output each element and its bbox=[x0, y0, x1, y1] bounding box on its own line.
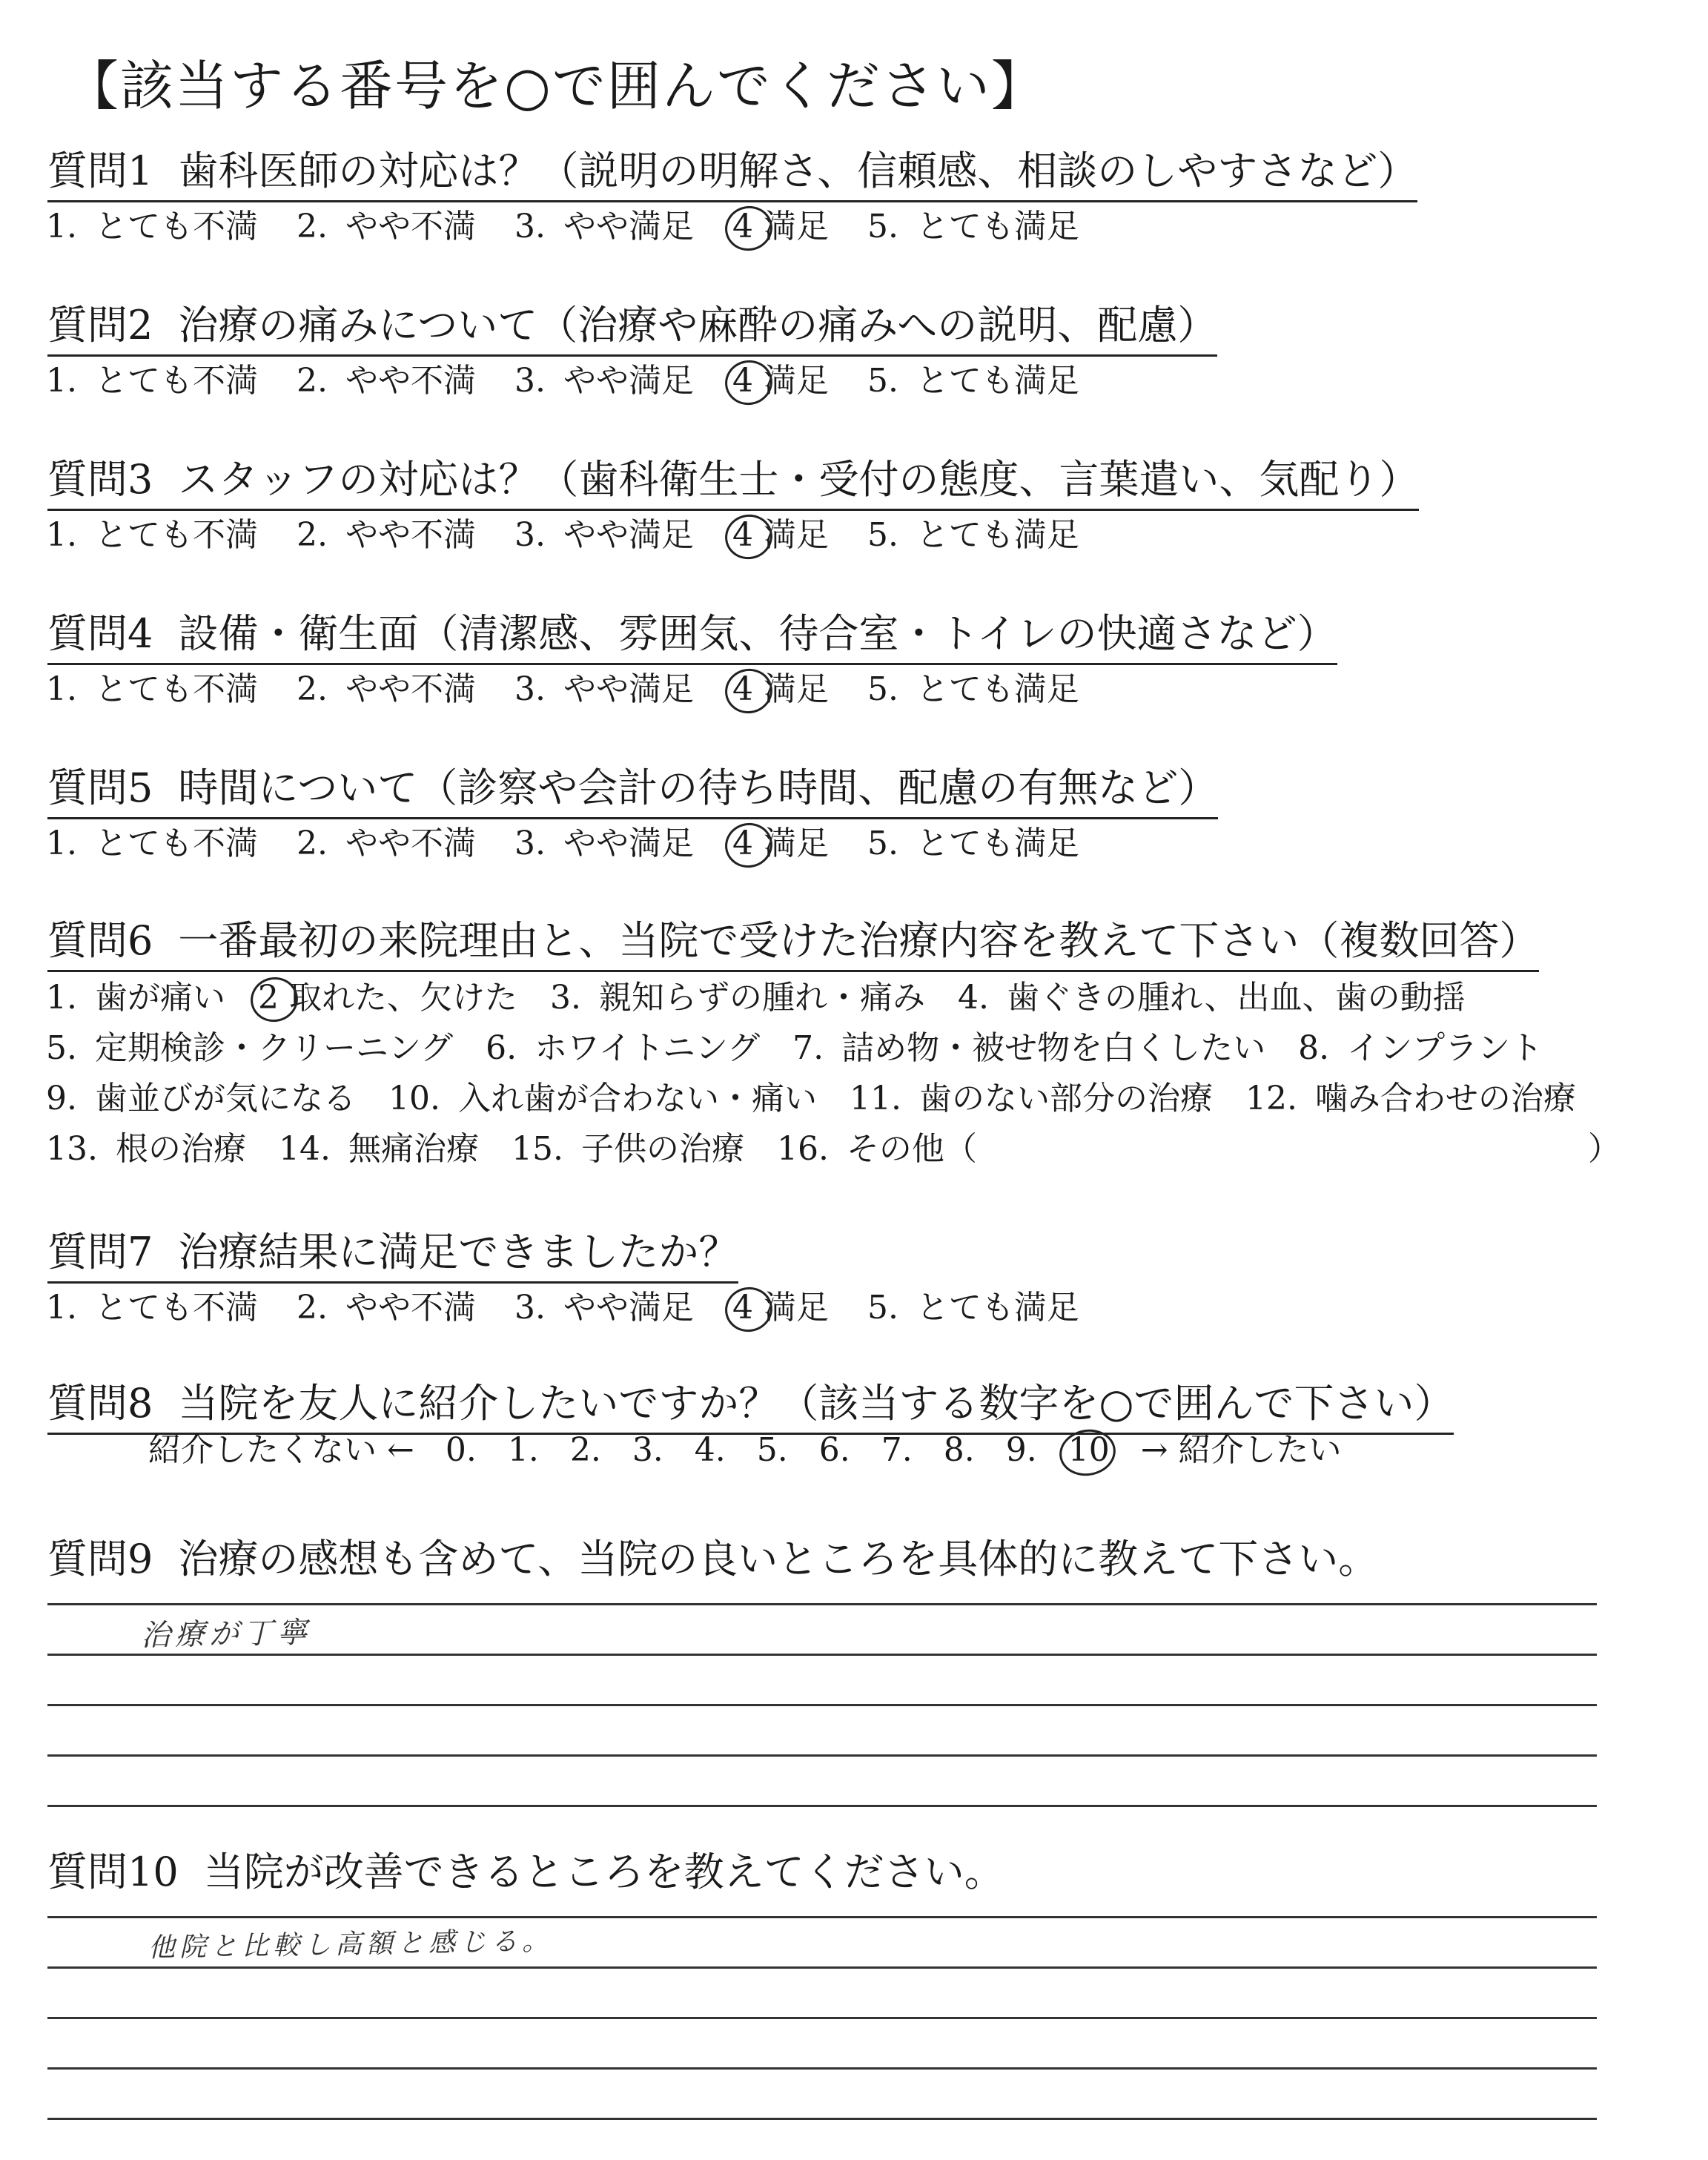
q2-option-2[interactable] bbox=[297, 362, 476, 401]
question-9-text: 治療の感想も含めて、当院の良いところを具体的に教えて下さい。 bbox=[178, 1536, 1379, 1582]
circled-number: 4 bbox=[732, 208, 753, 245]
option-label: やや満足 bbox=[563, 1289, 694, 1327]
option-label: 定期検診・クリーニング bbox=[94, 1029, 454, 1067]
option-number: 5. bbox=[867, 208, 898, 245]
scale-left-label: 紹介したくない ← bbox=[148, 1431, 414, 1469]
option-label: やや満足 bbox=[563, 670, 694, 708]
q1-option-5[interactable] bbox=[867, 208, 1079, 247]
option-number: 1. bbox=[46, 516, 77, 554]
q3-option-4[interactable] bbox=[732, 516, 829, 555]
question-7-number: 質問7 bbox=[47, 1229, 153, 1275]
option-label: 噛み合わせの治療 bbox=[1314, 1080, 1576, 1117]
q4-option-4[interactable] bbox=[732, 670, 829, 710]
option-number: 2. bbox=[296, 825, 328, 862]
question-3-number: 質問3 bbox=[47, 456, 153, 503]
question-10-text: 当院が改善できるところを教えてください。 bbox=[203, 1849, 1004, 1895]
option-number: 11. bbox=[849, 1080, 901, 1117]
q5-option-4[interactable] bbox=[732, 825, 829, 864]
question-10-number: 質問10 bbox=[47, 1849, 179, 1895]
question-6-row bbox=[46, 1029, 1575, 1069]
scale-right-label: → 紹介したい bbox=[1140, 1431, 1342, 1469]
circled-number: 2 bbox=[257, 979, 279, 1017]
option-number: 2. bbox=[296, 208, 328, 245]
q3-option-2[interactable] bbox=[297, 516, 476, 555]
option-number: 6. bbox=[486, 1029, 517, 1067]
question-3-options bbox=[46, 516, 1118, 555]
option-number: 3. bbox=[514, 208, 546, 245]
option-number: 1. bbox=[46, 670, 77, 708]
answer-line bbox=[47, 1916, 1597, 1918]
q3-option-5[interactable] bbox=[867, 516, 1079, 555]
question-9-answer: 治療が丁寧 bbox=[140, 1615, 312, 1654]
scale-value[interactable]: 5. bbox=[756, 1431, 788, 1469]
option-number: 3. bbox=[514, 516, 546, 554]
question-6-row bbox=[46, 1080, 1609, 1119]
option-number: 3. bbox=[514, 825, 546, 862]
option-number: 5. bbox=[867, 362, 898, 400]
question-4-number: 質問4 bbox=[47, 610, 153, 657]
option-label: 根の治療 bbox=[115, 1130, 246, 1168]
question-6-heading bbox=[47, 918, 1539, 972]
scale-value[interactable]: 3. bbox=[632, 1431, 663, 1469]
q2-option-4[interactable] bbox=[732, 362, 829, 401]
answer-line bbox=[47, 1966, 1597, 1969]
option-label: やや満足 bbox=[563, 208, 694, 245]
q6-option-5[interactable] bbox=[46, 1029, 453, 1069]
question-6-number: 質問6 bbox=[47, 917, 153, 964]
option-label: とても満足 bbox=[916, 670, 1079, 708]
option-label: 歯が痛い bbox=[94, 979, 225, 1017]
circled-number: 4 bbox=[732, 1289, 753, 1327]
option-label: やや不満 bbox=[345, 670, 476, 708]
question-5-options bbox=[46, 825, 1118, 864]
option-label: 詰め物・被せ物を白くしたい bbox=[841, 1029, 1266, 1067]
option-number: 5. bbox=[867, 1289, 898, 1327]
q3-option-1[interactable] bbox=[46, 516, 258, 555]
option-label: ホワイトニング bbox=[534, 1029, 761, 1067]
option-label: とても不満 bbox=[94, 208, 258, 245]
circled-number: 4 bbox=[732, 516, 753, 554]
option-number: 2. bbox=[296, 1289, 328, 1327]
option-label: 歯のない部分の治療 bbox=[918, 1080, 1213, 1117]
scale-value[interactable]: 1. bbox=[507, 1431, 539, 1469]
q2-option-5[interactable] bbox=[867, 362, 1079, 401]
question-10-heading bbox=[47, 1849, 1004, 1901]
question-5-text: 時間について（診察や会計の待ち時間、配慮の有無など） bbox=[178, 764, 1219, 811]
q6-option-7[interactable] bbox=[792, 1029, 1265, 1069]
question-5-number: 質問5 bbox=[47, 764, 153, 811]
option-label: とても不満 bbox=[94, 1289, 258, 1327]
scale-value[interactable]: 8. bbox=[943, 1431, 975, 1469]
scale-value[interactable]: 6. bbox=[818, 1431, 850, 1469]
option-label: とても不満 bbox=[94, 362, 258, 400]
question-8-heading bbox=[47, 1381, 1454, 1435]
question-6-row bbox=[46, 979, 1498, 1018]
option-label: 満足 bbox=[763, 208, 829, 245]
scale-value[interactable]: 0. bbox=[445, 1431, 477, 1469]
option-label: 入れ歯が合わない・痛い bbox=[457, 1080, 817, 1117]
option-number: 4. bbox=[957, 979, 989, 1017]
q2-option-1[interactable] bbox=[46, 362, 258, 401]
q6-option-13[interactable] bbox=[46, 1130, 246, 1169]
q1-option-2[interactable] bbox=[297, 208, 476, 247]
scale-value[interactable]: 4. bbox=[694, 1431, 726, 1469]
option-number: 15. bbox=[511, 1130, 563, 1168]
option-number: 8. bbox=[1298, 1029, 1330, 1067]
question-1-options bbox=[46, 208, 1118, 247]
q6-option-15[interactable] bbox=[512, 1130, 744, 1169]
question-2-number: 質問2 bbox=[47, 302, 153, 349]
q5-option-1[interactable] bbox=[46, 825, 258, 864]
q6-option-10[interactable] bbox=[388, 1080, 817, 1119]
circled-number: 4 bbox=[732, 670, 753, 708]
option-label: 満足 bbox=[763, 516, 829, 554]
question-1-heading bbox=[47, 148, 1417, 202]
question-4-text: 設備・衛生面（清潔感、雰囲気、待合室・トイレの快適さなど） bbox=[178, 610, 1337, 657]
question-7-heading bbox=[47, 1229, 738, 1284]
q5-option-5[interactable] bbox=[867, 825, 1079, 864]
q7-option-1[interactable] bbox=[46, 1289, 258, 1328]
question-10-answer: 他院と比較し高額と感じる。 bbox=[148, 1926, 554, 1964]
option-number: 12. bbox=[1245, 1080, 1297, 1117]
answer-line bbox=[47, 2017, 1597, 2019]
option-label: とても満足 bbox=[916, 208, 1079, 245]
q5-option-2[interactable] bbox=[297, 825, 476, 864]
option-label: やや満足 bbox=[563, 362, 694, 400]
q6-option-6[interactable] bbox=[486, 1029, 760, 1069]
q7-option-2[interactable] bbox=[297, 1289, 476, 1328]
option-label: 満足 bbox=[763, 362, 829, 400]
circled-number: 4 bbox=[732, 362, 753, 400]
option-label: 無痛治療 bbox=[348, 1130, 479, 1168]
option-number: 5. bbox=[867, 670, 898, 708]
q1-option-4[interactable] bbox=[732, 208, 829, 247]
answer-line bbox=[47, 2118, 1597, 2120]
question-3-text: スタッフの対応は？（歯科衛生士・受付の態度、言葉遣い、気配り） bbox=[178, 456, 1420, 503]
option-number: 3. bbox=[514, 362, 546, 400]
option-label: 親知らずの腫れ・痛み bbox=[598, 979, 925, 1017]
option-label: やや満足 bbox=[563, 516, 694, 554]
option-number: 14. bbox=[278, 1130, 331, 1168]
q6-option-2[interactable] bbox=[258, 979, 517, 1018]
q6-option-4[interactable] bbox=[958, 979, 1466, 1018]
option-number: 9. bbox=[46, 1080, 77, 1117]
question-7-options bbox=[46, 1289, 1118, 1328]
question-7-text: 治療結果に満足できましたか？ bbox=[178, 1229, 739, 1275]
option-number: 1. bbox=[46, 979, 77, 1017]
option-label: やや不満 bbox=[345, 362, 476, 400]
option-label: やや不満 bbox=[345, 825, 476, 862]
q7-option-4[interactable] bbox=[732, 1289, 829, 1328]
option-number: 2. bbox=[296, 362, 328, 400]
question-2-options bbox=[46, 362, 1118, 401]
question-6-row bbox=[46, 1130, 1621, 1169]
option-label: 満足 bbox=[763, 825, 829, 862]
option-number: 5. bbox=[867, 516, 898, 554]
question-4-heading bbox=[47, 611, 1337, 665]
option-number: 3. bbox=[514, 1289, 546, 1327]
answer-line bbox=[47, 1704, 1597, 1706]
q6-option-3[interactable] bbox=[550, 979, 925, 1018]
option-label: とても満足 bbox=[916, 825, 1079, 862]
q6-option-14[interactable] bbox=[279, 1130, 479, 1169]
option-label: 歯ぐきの腫れ、出血、歯の動揺 bbox=[1006, 979, 1466, 1017]
option-label: とても満足 bbox=[916, 1289, 1079, 1327]
option-number: 3. bbox=[514, 670, 546, 708]
question-6-text: 一番最初の来院理由と、当院で受けた治療内容を教えて下さい（複数回答） bbox=[178, 917, 1540, 964]
option-label: 取れた、欠けた bbox=[288, 979, 517, 1017]
q6-option-11[interactable] bbox=[850, 1080, 1213, 1119]
option-label: やや不満 bbox=[345, 208, 476, 245]
option-label: とても不満 bbox=[94, 825, 258, 862]
question-4-options bbox=[46, 670, 1118, 710]
option-number: 5. bbox=[46, 1029, 77, 1067]
question-2-text: 治療の痛みについて（治療や麻酔の痛みへの説明、配慮） bbox=[178, 302, 1218, 349]
question-8-text: 当院を友人に紹介したいですか？（該当する数字を○で囲んで下さい） bbox=[178, 1380, 1454, 1427]
q6-option-8[interactable] bbox=[1298, 1029, 1543, 1069]
question-5-heading bbox=[47, 765, 1218, 819]
option-number: 7. bbox=[792, 1029, 824, 1067]
option-number: 3. bbox=[549, 979, 581, 1017]
circled-number: 4 bbox=[732, 825, 753, 862]
question-9-heading bbox=[47, 1536, 1378, 1588]
scale-value-selected[interactable]: 10 bbox=[1068, 1431, 1110, 1469]
question-1-number: 質問1 bbox=[47, 148, 153, 194]
option-label: やや満足 bbox=[563, 825, 694, 862]
q5-option-3[interactable] bbox=[514, 825, 694, 864]
q6-option-16[interactable] bbox=[777, 1130, 977, 1169]
option-label: やや不満 bbox=[345, 516, 476, 554]
option-number: 10. bbox=[388, 1080, 440, 1117]
option-label: とても不満 bbox=[94, 516, 258, 554]
option-number: 2. bbox=[296, 670, 328, 708]
question-8-scale bbox=[148, 1431, 1373, 1470]
option-number: 1. bbox=[46, 825, 77, 862]
option-label: とても満足 bbox=[916, 362, 1079, 400]
question-9-number: 質問9 bbox=[47, 1536, 153, 1582]
answer-line bbox=[47, 1754, 1597, 1757]
option-number: 16. bbox=[776, 1130, 829, 1168]
q2-option-3[interactable] bbox=[514, 362, 694, 401]
answer-line bbox=[47, 1603, 1597, 1605]
option-number: 1. bbox=[46, 362, 77, 400]
option-label: とても不満 bbox=[94, 670, 258, 708]
q1-option-1[interactable] bbox=[46, 208, 258, 247]
option-label: 歯並びが気になる bbox=[94, 1080, 356, 1117]
option-label: やや不満 bbox=[345, 1289, 476, 1327]
question-8-number: 質問8 bbox=[47, 1380, 153, 1427]
q6-option-1[interactable] bbox=[46, 979, 225, 1018]
option-number: 5. bbox=[867, 825, 898, 862]
option-number: 2. bbox=[296, 516, 328, 554]
answer-line bbox=[47, 2067, 1597, 2070]
q7-option-3[interactable] bbox=[514, 1289, 694, 1328]
q7-option-5[interactable] bbox=[867, 1289, 1079, 1328]
scale-value[interactable]: 2. bbox=[569, 1431, 601, 1469]
option-label: とても満足 bbox=[916, 516, 1079, 554]
option-label: 満足 bbox=[763, 670, 829, 708]
q4-option-2[interactable] bbox=[297, 670, 476, 710]
answer-line bbox=[47, 1654, 1597, 1656]
question-3-heading bbox=[47, 457, 1419, 511]
option-number: 1. bbox=[46, 1289, 77, 1327]
q6-option-9[interactable] bbox=[46, 1080, 356, 1119]
option-number: 1. bbox=[46, 208, 77, 245]
scale-value[interactable]: 7. bbox=[881, 1431, 913, 1469]
scale-value[interactable]: 9. bbox=[1005, 1431, 1037, 1469]
question-2-heading bbox=[47, 303, 1217, 357]
page-title: 【該当する番号を○で囲んでください】 bbox=[65, 55, 1046, 117]
answer-line bbox=[47, 1805, 1597, 1807]
option-label: その他（ bbox=[846, 1130, 977, 1168]
other-close-paren: ） bbox=[1588, 1130, 1621, 1168]
q4-option-1[interactable] bbox=[46, 670, 258, 710]
q4-option-3[interactable] bbox=[514, 670, 694, 710]
q1-option-3[interactable] bbox=[514, 208, 694, 247]
option-label: 子供の治療 bbox=[580, 1130, 744, 1168]
option-label: 満足 bbox=[763, 1289, 829, 1327]
question-1-text: 歯科医師の対応は？（説明の明解さ、信頼感、相談のしやすさなど） bbox=[178, 148, 1418, 194]
option-label: インプラント bbox=[1347, 1029, 1543, 1067]
option-number: 13. bbox=[46, 1130, 98, 1168]
q3-option-3[interactable] bbox=[514, 516, 694, 555]
q4-option-5[interactable] bbox=[867, 670, 1079, 710]
q6-option-12[interactable] bbox=[1245, 1080, 1576, 1119]
